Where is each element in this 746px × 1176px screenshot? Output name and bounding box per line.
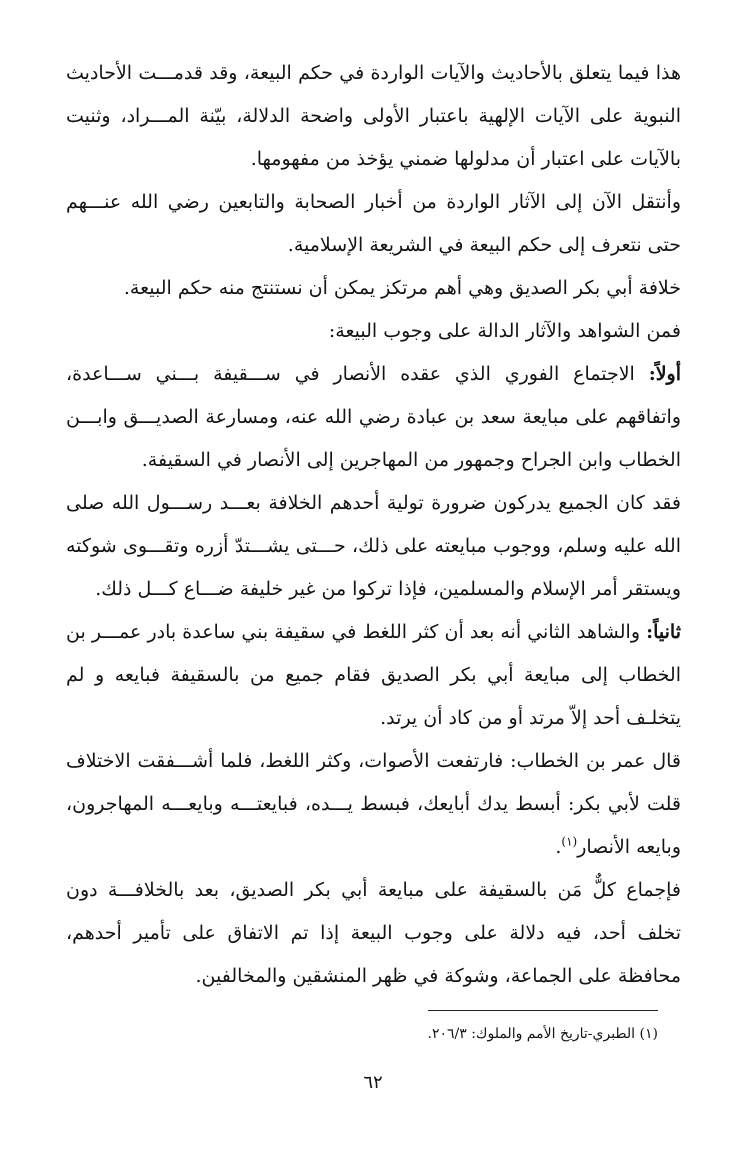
footnote-divider [428, 1010, 658, 1011]
paragraph-text: الاجتماع الفوري الذي عقده الأنصار في ســـقيفة بـــني ســـاعدة، واتفاقهم على مبايعة سعد بن عبادة رضي الله عنه، ومسارعة الصديـــق وابـــن الخطاب وابن الجراح وجمهور من المهاجرين إلى الأنصار في السقيفة. [66, 363, 681, 471]
paragraph-text: خلافة أبي بكر الصديق وهي أهم مرتكز يمكن أن نستنتج منه حكم البيعة. [123, 277, 681, 299]
paragraph-end-punct: . [555, 836, 562, 858]
footnote-marker[interactable]: (١) [561, 834, 578, 849]
paragraph-text: هذا فيما يتعلق بالأحاديث والآيات الواردة في حكم البيعة، وقد قدمـــت الأحاديث النبوية على الآيات الإلهية باعتبار الأولى واضحة الدلالة، بيّنة المـــراد، وثنيت بالآيات على اعتبار أن مدلولها ضمني يؤخذ من مفهومها. [66, 62, 681, 170]
paragraph-text: فقد كان الجميع يدركون ضرورة تولية أحدهم الخلافة بعـــد رســـول الله صلى الله عليه وسلم، ووجوب مبايعته على ذلك، حـــتى يشـــتدّ أزره وتقـــوى شوكته ويستقر أمر الإسلام والمسلمين، فإذا تركوا من غير خليفة ضـــاع كـــل ذلك. [66, 492, 681, 600]
paragraph-text: وأنتقل الآن إلى الآثار الواردة من أخبار الصحابة والتابعين رضي الله عنـــهم حتى نتعرف إلى حكم البيعة في الشريعة الإسلامية. [66, 191, 681, 256]
paragraph-khilafa [66, 482, 681, 611]
ordinal-label: أولاً: [648, 363, 681, 385]
page-number: ٦٢ [363, 1072, 383, 1093]
paragraph-abu-bakr [66, 267, 681, 310]
paragraph-intro [66, 52, 681, 181]
paragraph-text: قال عمر بن الخطاب: فارتفعت الأصوات، وكثر اللغط، فلما أشـــفقت الاختلاف قلت لأبي بكر: أبسط يدك أبايعك، فبسط يـــده، فبايعتـــه وبايعـــه المهاجرون، وبايعه الأنصار [66, 750, 681, 858]
paragraph-first [66, 353, 681, 482]
paragraph-text: والشاهد الثاني أنه بعد أن كثر اللغط في سقيفة بني ساعدة بادر عمـــر بن الخطاب إلى مبايعة أبي بكر الصديق فقام جميع من بالسقيفة فبايعه و لم يتخلـف أحد إلاّ مرتد أو من كاد أن يرتد. [66, 621, 681, 729]
paragraph-text: فمن الشواهد والآثار الدالة على وجوب البيعة: [328, 320, 681, 342]
paragraph-evidence-heading [66, 310, 681, 353]
paragraph-second [66, 611, 681, 740]
paragraph-text: فإجماع كلٌّ مَن بالسقيفة على مبايعة أبي بكر الصديق، بعد بالخلافـــة دون تخلف أحد، فيه دلالة على وجوب البيعة إذا تم الاتفاق على تأمير أحدهم، محافظة على الجماعة، وشوكة في ظهر المنشقين والمخالفين. [66, 879, 681, 987]
body-text [66, 52, 681, 998]
ordinal-label: ثانياً: [646, 621, 681, 643]
paragraph-ijma [66, 869, 681, 998]
footnote: (١) الطبري-تاريخ الأمم والملوك: ٢٠٦/٣. [427, 1026, 658, 1042]
paragraph-umar-quote [66, 740, 681, 869]
paragraph-athar [66, 181, 681, 267]
